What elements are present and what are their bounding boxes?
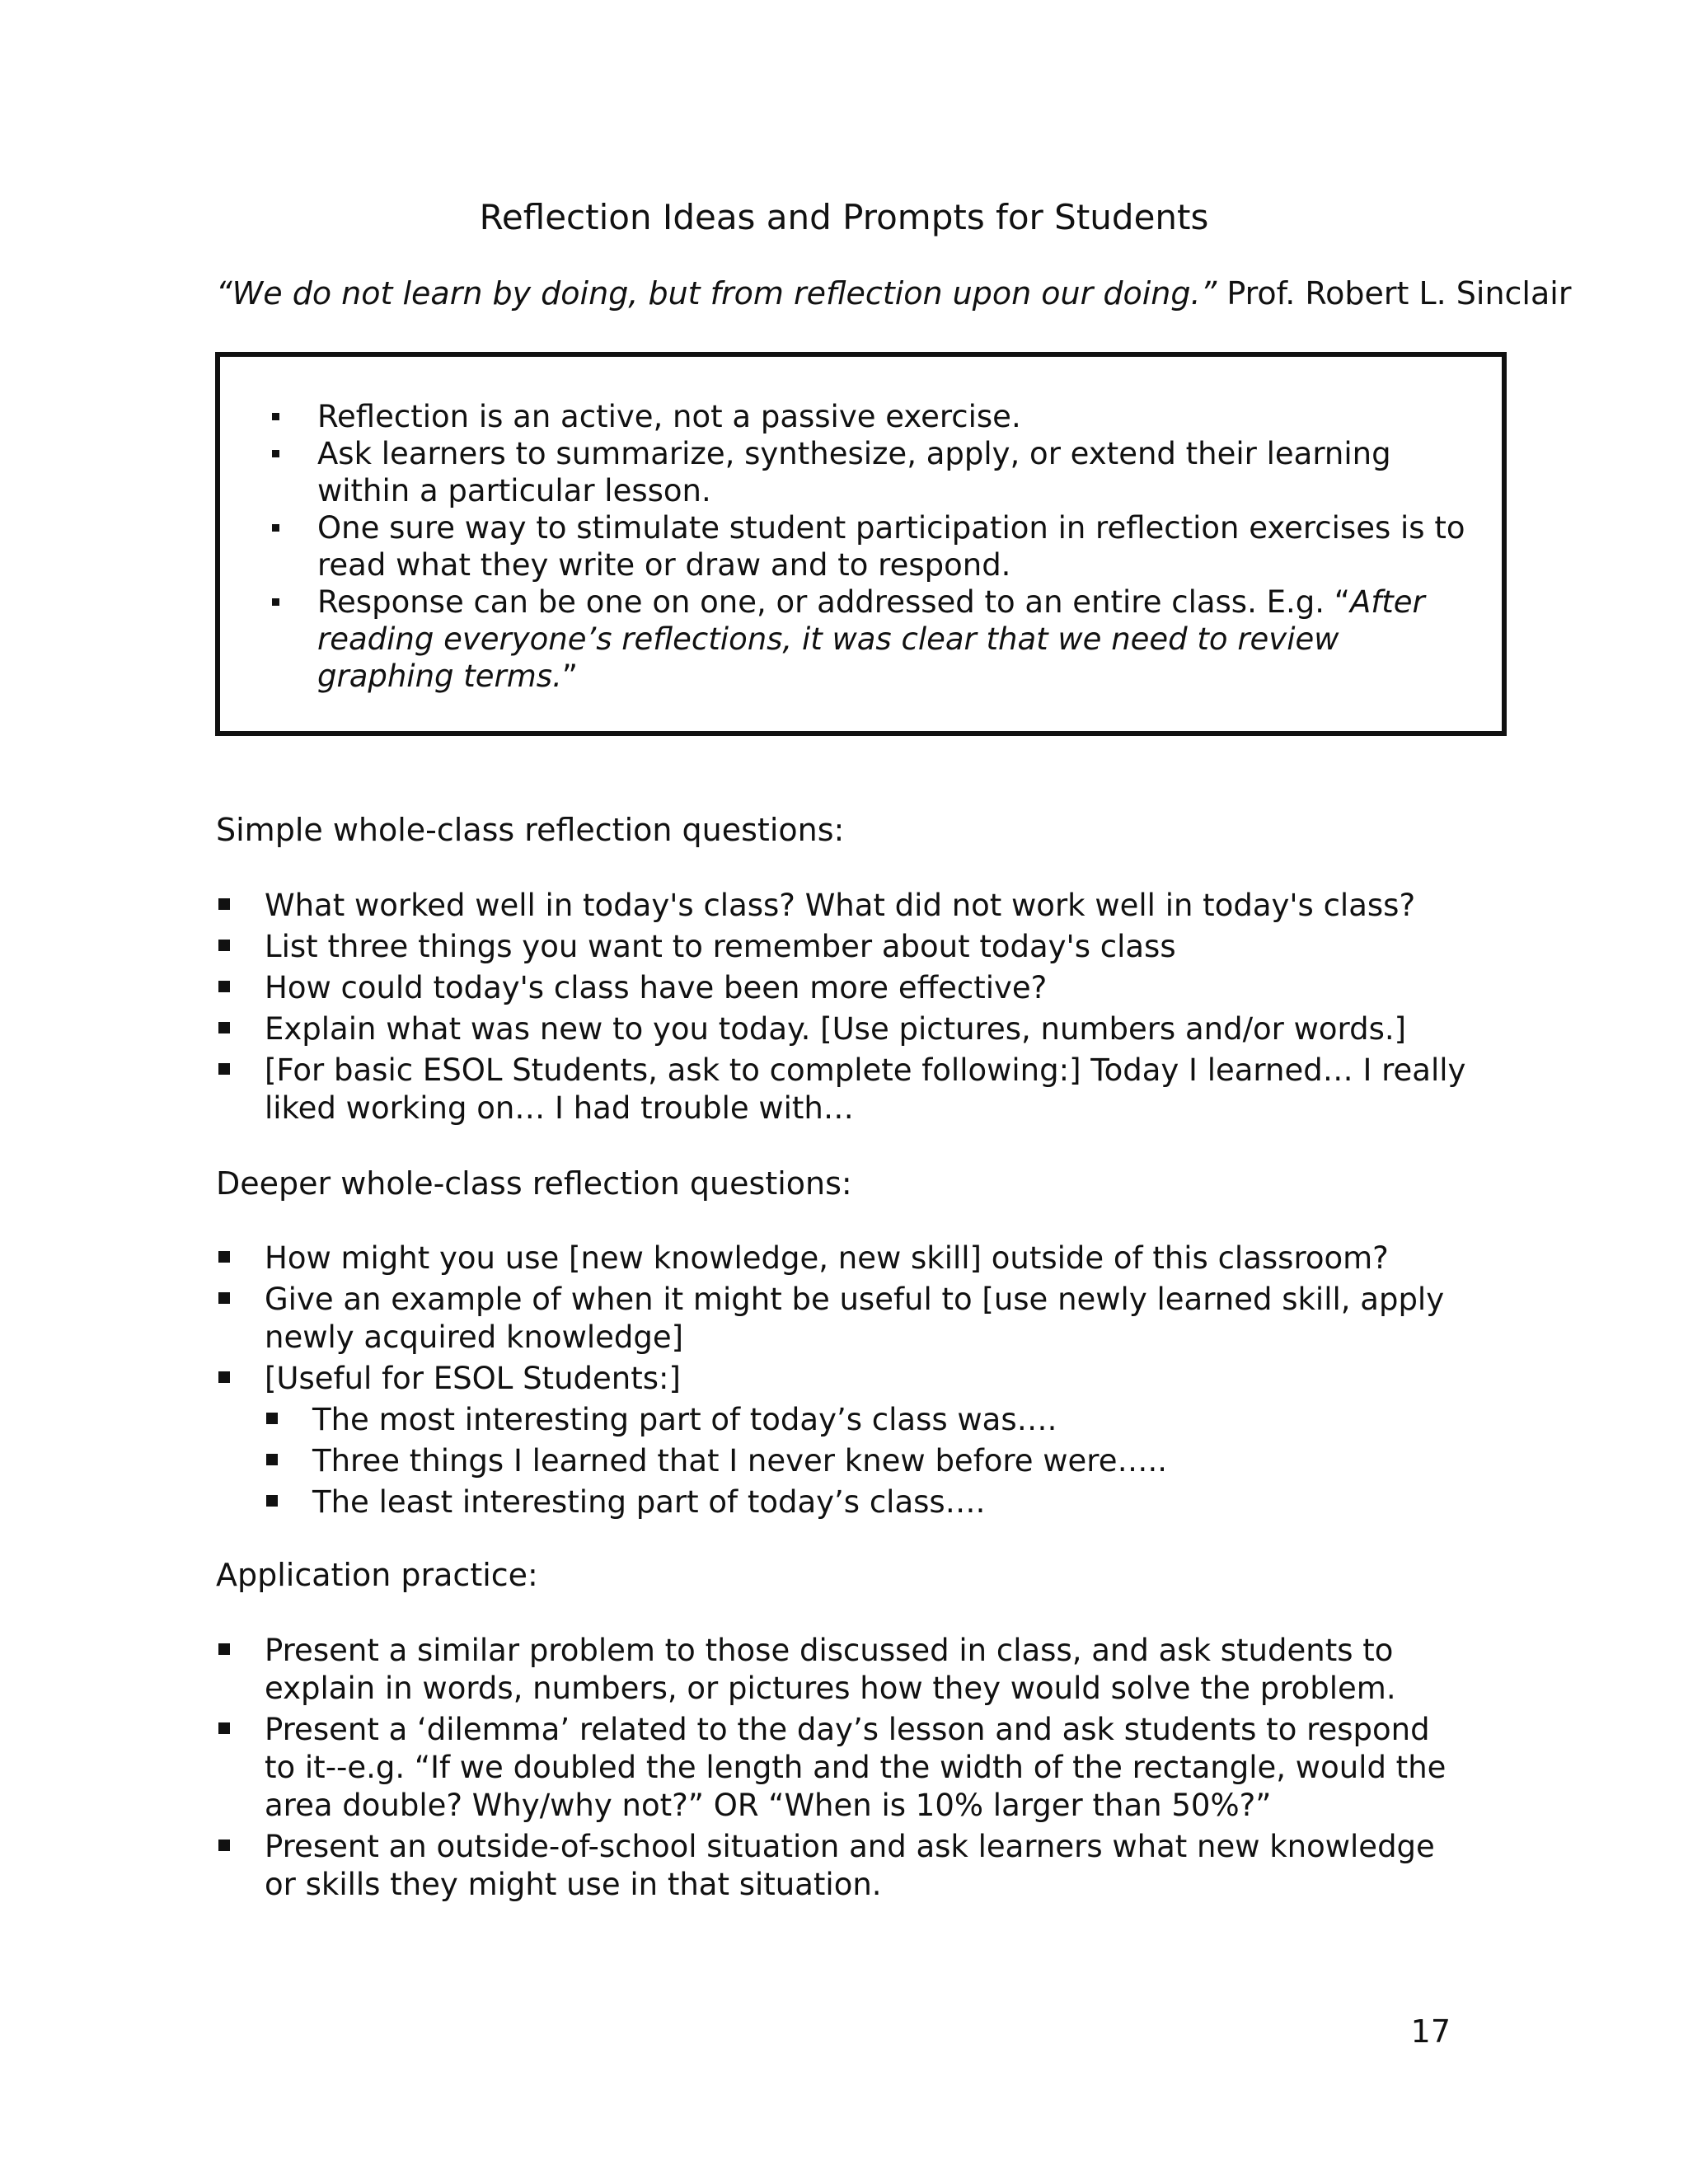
section-heading-deeper: Deeper whole-class reflection questions: [216,1165,852,1202]
bullet-icon [218,1063,230,1075]
deeper-questions-list [265,1240,1468,1525]
response-example: After reading everyone’s reflections, it was clear that we need to review graphing terms. [317,584,1425,694]
list-item: Present an outside-of-school situation and ask learners what new knowledge or skills they might use in that situation. [265,1828,1468,1904]
bullet-icon [272,598,279,606]
bullet-icon [266,1454,278,1465]
key-point [317,583,1471,695]
bullet-icon [218,940,230,951]
response-text: Response can be one on one, or addressed to an entire class. E.g. “ [317,584,1350,620]
bullet-icon [218,981,230,992]
section-heading-simple: Simple whole-class reflection questions: [216,812,845,848]
key-point: One sure way to stimulate student participation in reflection exercises is to read what they write or draw and to respond. [317,509,1471,583]
bullet-icon [272,450,279,457]
list-item: [For basic ESOL Students, ask to complete following:] Today I learned… I really liked working on… I had trouble with… [265,1052,1468,1127]
list-item: Explain what was new to you today. [Use pictures, numbers and/or words.] [265,1010,1468,1048]
list-item: Give an example of when it might be useful to [use newly learned skill, apply newly acquired knowledge] [265,1281,1468,1357]
list-item: Present a similar problem to those discussed in class, and ask students to explain in words, numbers, or pictures how they would solve the problem. [265,1632,1468,1708]
sub-list-item: The least interesting part of today’s class…. [312,1483,1468,1521]
list-item: List three things you want to remember about today's class [265,928,1468,966]
bullet-icon [218,1371,230,1383]
list-item: How might you use [new knowledge, new skill] outside of this classroom? [265,1240,1468,1277]
bullet-icon [218,1840,230,1851]
page-title: Reflection Ideas and Prompts for Students [479,197,1209,237]
bullet-icon [272,524,279,532]
bullet-icon [218,1643,230,1655]
application-practice-list [265,1632,1468,1907]
response-close-quote: ” [561,658,579,694]
list-item: How could today's class have been more effective? [265,969,1468,1007]
bullet-icon [218,898,230,910]
key-points-list [317,398,1471,695]
bullet-icon [266,1413,278,1424]
key-point: Ask learners to summarize, synthesize, apply, or extend their learning within a particular lesson. [317,435,1471,509]
sub-list-item: The most interesting part of today’s class was…. [312,1401,1468,1439]
section-heading-application: Application practice: [216,1557,538,1593]
quote-text: “We do not learn by doing, but from reflection upon our doing.” [216,275,1217,312]
bullet-icon [218,1292,230,1304]
bullet-icon [272,413,279,420]
bullet-icon [218,1022,230,1033]
list-item: What worked well in today's class? What did not work well in today's class? [265,887,1468,925]
simple-questions-list [265,887,1468,1131]
list-item: [Useful for ESOL Students:] [265,1360,1468,1398]
bullet-icon [218,1722,230,1734]
page-number: 17 [1410,2013,1451,2050]
bullet-icon [266,1495,278,1507]
quote-author: Prof. Robert L. Sinclair [1226,275,1572,312]
epigraph-quote [216,272,1572,315]
list-item: Present a ‘dilemma’ related to the day’s lesson and ask students to respond to it--e.g. “If we doubled the length and the width of the rectangle, would the area double? Why/why not?” OR “When is 10% larger than 50%?” [265,1711,1468,1825]
sub-list-item: Three things I learned that I never knew before were….. [312,1442,1468,1480]
key-point: Reflection is an active, not a passive exercise. [317,398,1471,435]
bullet-icon [218,1251,230,1263]
key-points-box [215,352,1507,736]
